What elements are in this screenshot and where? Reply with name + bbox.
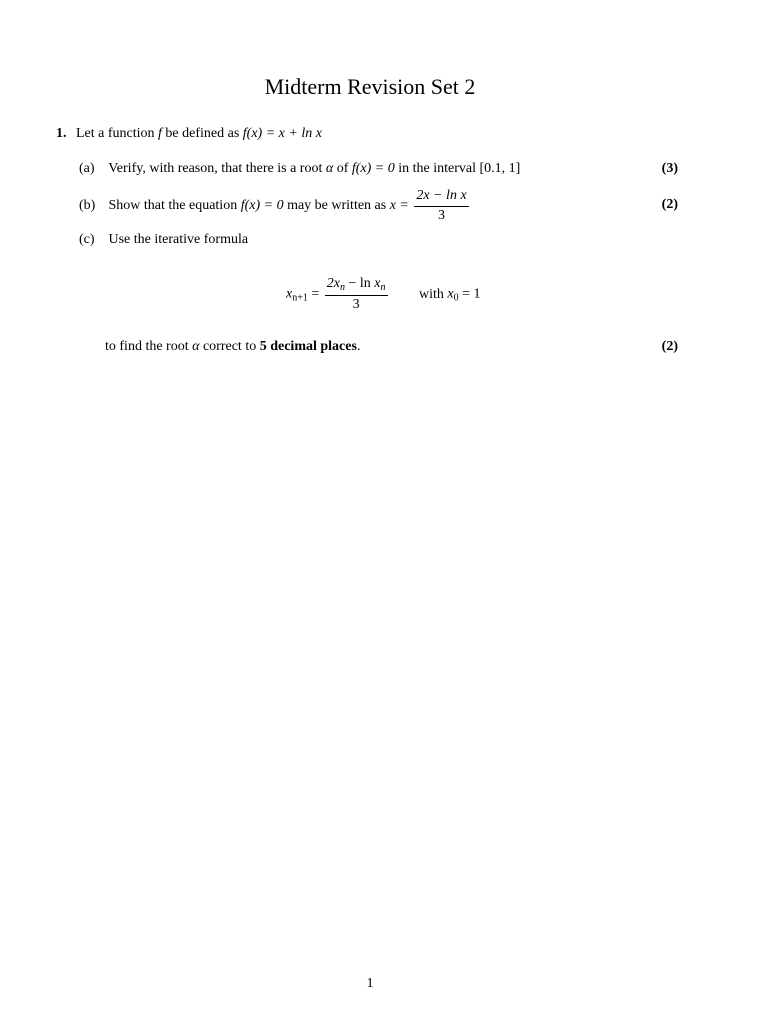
- formula-x0: x: [447, 286, 454, 302]
- question-number: 1.: [56, 126, 67, 141]
- part-c-cont-mid: correct to: [202, 339, 257, 354]
- part-b-equation: f(x) = 0: [240, 198, 284, 214]
- part-b-text-pre: Show that the equation: [108, 198, 238, 214]
- part-a-marks: (3): [661, 161, 678, 176]
- part-b: [79, 188, 678, 224]
- question-1-intro: [56, 126, 322, 142]
- part-a-text-pre: Verify, with reason, that there is a root: [108, 161, 323, 176]
- formula-equals: =: [311, 286, 320, 302]
- part-c-label: (c): [79, 232, 95, 247]
- part-b-label: (b): [79, 198, 96, 214]
- intro-text-pre: Let a function: [76, 126, 155, 141]
- part-b-text-mid: may be written as: [287, 198, 387, 214]
- part-a-interval: [0.1, 1]: [479, 161, 521, 176]
- part-c-alpha: α: [192, 339, 200, 354]
- part-b-denominator: 3: [438, 208, 446, 223]
- intro-formula: f(x) = x + ln x: [242, 126, 322, 141]
- part-a: [79, 161, 678, 177]
- page-number: 1: [366, 976, 374, 991]
- part-c-cont-end: .: [356, 339, 361, 354]
- intro-function-symbol: f: [158, 126, 162, 141]
- part-c-text: Use the iterative formula: [108, 232, 249, 247]
- formula-lhs-x: x: [286, 286, 293, 302]
- page-title: Midterm Revision Set 2: [264, 74, 476, 99]
- part-c-cont-bold: 5 decimal places: [259, 339, 357, 354]
- iterative-formula: [286, 276, 481, 313]
- part-b-numerator: 2x − ln x: [414, 188, 468, 207]
- formula-with-text: with: [419, 286, 444, 302]
- formula-denominator: 3: [352, 297, 360, 312]
- part-b-fraction: [414, 188, 468, 224]
- part-c: [79, 232, 678, 248]
- formula-x0-value: = 1: [462, 286, 481, 302]
- formula-fraction: [325, 276, 388, 313]
- part-b-marks: (2): [661, 197, 678, 212]
- part-a-label: (a): [79, 161, 95, 176]
- part-b-lhs: x =: [389, 198, 409, 214]
- part-a-text-of: of: [336, 161, 349, 176]
- part-a-text-interval: in the interval: [398, 161, 477, 176]
- part-c-marks: (2): [661, 339, 678, 354]
- formula-numerator: $2x_n - \ln x_n$: [325, 276, 388, 296]
- part-c-cont-pre: to find the root: [105, 339, 189, 354]
- part-c-continuation: [105, 339, 360, 355]
- part-a-alpha: α: [325, 161, 334, 176]
- formula-lhs-sub: n+1: [292, 292, 308, 304]
- intro-text-mid: be defined as: [165, 126, 240, 141]
- formula-x0-sub: 0: [453, 292, 459, 304]
- part-a-equation: f(x) = 0: [351, 161, 395, 176]
